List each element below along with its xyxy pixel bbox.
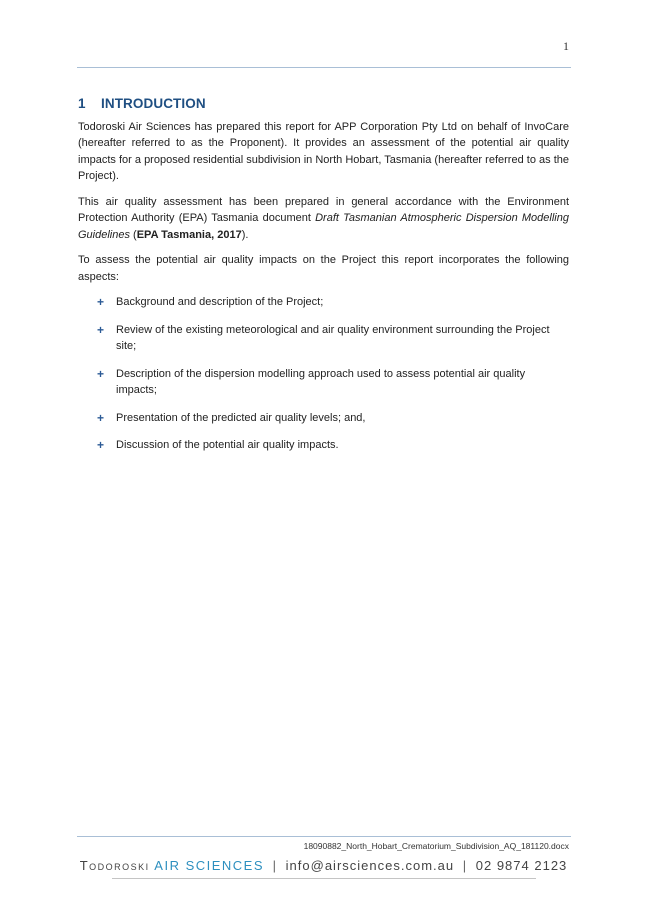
aspects-list: [78, 294, 569, 454]
plus-bullet-icon: +: [97, 295, 105, 309]
brand-air-sciences: AIR SCIENCES: [154, 858, 265, 873]
brand-name: Todoroski: [79, 858, 150, 873]
list-item: [78, 410, 569, 427]
reference-citation: EPA Tasmania, 2017: [136, 228, 242, 241]
brand-phone: 02 9874 2123: [475, 858, 568, 873]
plus-bullet-icon: +: [97, 366, 105, 381]
list-item: [78, 322, 569, 355]
section-heading: [78, 96, 569, 113]
intro-paragraph-1: Todoroski Air Sciences has prepared this report for APP Corporation Pty Ltd on behalf of InvoCare (hereafter referred to as the Proponent). It provides an assessment of the potential air quality impacts for a proposed residential subdivision in North Hobart, Tasmania (hereafter referred to as the Project).: [78, 120, 569, 182]
brand-underline: [112, 878, 536, 879]
list-item: [78, 437, 569, 454]
list-item-text: Presentation of the predicted air quality levels; and,: [116, 411, 366, 424]
list-item: [78, 366, 569, 399]
intro-paragraph-3: To assess the potential air quality impacts on the Project this report incorporates the following aspects:: [78, 254, 569, 283]
footer-divider: [77, 836, 571, 837]
plus-bullet-icon: +: [97, 322, 105, 337]
brand-email[interactable]: info@airsciences.com.au: [285, 858, 455, 873]
guideline-document-title: Draft Tasmanian Atmospheric Dispersion Modelling Guidelines: [78, 212, 569, 241]
footer-brand: [0, 858, 647, 873]
plus-bullet-icon: +: [97, 410, 105, 425]
brand-separator: |: [462, 858, 468, 873]
list-item-text: Description of the dispersion modelling approach used to assess potential air quality impacts;: [116, 367, 526, 396]
intro-paragraph-2: [78, 194, 569, 244]
document-body: [78, 96, 569, 465]
header-divider: [77, 67, 571, 68]
open-paren: (: [133, 228, 137, 241]
section-number: 1: [78, 96, 86, 111]
section-title: INTRODUCTION: [101, 96, 206, 111]
brand-separator: |: [272, 858, 278, 873]
list-item-text: Discussion of the potential air quality impacts.: [116, 439, 339, 451]
list-item: [78, 294, 569, 311]
list-item-text: Review of the existing meteorological and air quality environment surrounding the Project site;: [116, 323, 550, 352]
close-paren: ).: [241, 228, 249, 241]
document-filename: 18090882_North_Hobart_Crematorium_Subdivision_AQ_181120.docx: [303, 841, 569, 851]
plus-bullet-icon: +: [97, 438, 105, 452]
paragraph-2-lead: This air quality assessment has been prepared in general accordance with the Environment Protection Authority (EPA) Tasmania document: [78, 195, 569, 224]
list-item-text: Background and description of the Project;: [116, 296, 324, 308]
page-number: 1: [563, 39, 569, 53]
